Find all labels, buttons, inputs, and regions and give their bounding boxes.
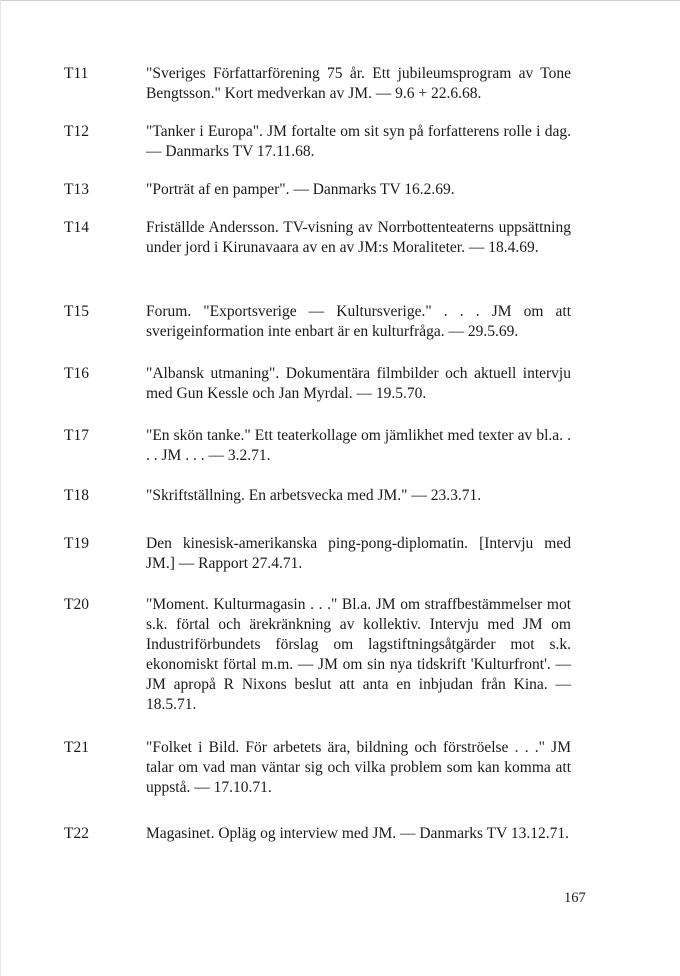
entry-code: T15 xyxy=(64,303,89,320)
entry-text: "Tanker i Europa". JM fortalte om sit syn på forfatterens rolle i dag. — Danmarks TV 17.11.68. xyxy=(146,123,571,160)
entry-text: Den kinesisk-amerikanska ping-pong-diplomatin. [Intervju med JM.] — Rapport 27.4.71. xyxy=(146,535,571,572)
entry-code: T21 xyxy=(64,739,89,756)
entry-code: T13 xyxy=(64,181,89,198)
entry-code: T19 xyxy=(64,535,89,552)
entry-code: T17 xyxy=(64,427,89,444)
entry-text: Friställde Andersson. TV-visning av Norrbottenteaterns uppsättning under jord i Kirunavaara av en av JM:s Moraliteter. — 18.4.69. xyxy=(146,219,571,256)
entry-text: Forum. "Exportsverige — Kultursverige." . . . JM om att sverigeinformation inte enbart är en kulturfråga. — 29.5.69. xyxy=(146,303,571,340)
entry-text: "Skriftställning. En arbetsvecka med JM." — 23.3.71. xyxy=(146,487,482,504)
entry-code: T22 xyxy=(64,825,89,842)
entry-text: "Porträt af en pamper". — Danmarks TV 16.2.69. xyxy=(146,181,455,198)
entry-text: "Folket i Bild. För arbetets ära, bildning och förströelse . . ." JM talar om vad man väntar sig och vilka problem som kan komma att uppstå. — 17.10.71. xyxy=(146,739,571,796)
entry-text: "Albansk utmaning". Dokumentära filmbilder och aktuell intervju med Gun Kessle och Jan Myrdal. — 19.5.70. xyxy=(146,365,571,402)
entry-text: "Moment. Kulturmagasin . . ." Bl.a. JM om straffbestämmelser mot s.k. förtal och ärekränkning av kollektiv. Intervju med JM om Industriförbundets förslag om lagstiftningsåtgärder mot s.k. ekonomiskt förtal m.m. — JM om sin nya tidskrift 'Kulturfront'. — JM apropå R Nixons beslut att anta en inbjudan från Kina. — 18.5.71. xyxy=(146,596,571,713)
entry-code: T11 xyxy=(64,65,89,82)
entry-text: "Sveriges Författarförening 75 år. Ett jubileumsprogram av Tone Bengtsson." Kort medverkan av JM. — 9.6 + 22.6.68. xyxy=(146,65,571,102)
entry-code: T18 xyxy=(64,487,89,504)
entry-code: T20 xyxy=(64,596,89,613)
entry-code: T14 xyxy=(64,219,89,236)
page-number: 167 xyxy=(564,890,586,906)
entry-text: "En skön tanke." Ett teaterkollage om jämlikhet med texter av bl.a. . . . JM . . . — 3.2.71. xyxy=(146,427,571,464)
entry-code: T12 xyxy=(64,123,89,140)
entry-code: T16 xyxy=(64,365,89,382)
entry-text: Magasinet. Opläg og interview med JM. — Danmarks TV 13.12.71. xyxy=(146,825,570,842)
